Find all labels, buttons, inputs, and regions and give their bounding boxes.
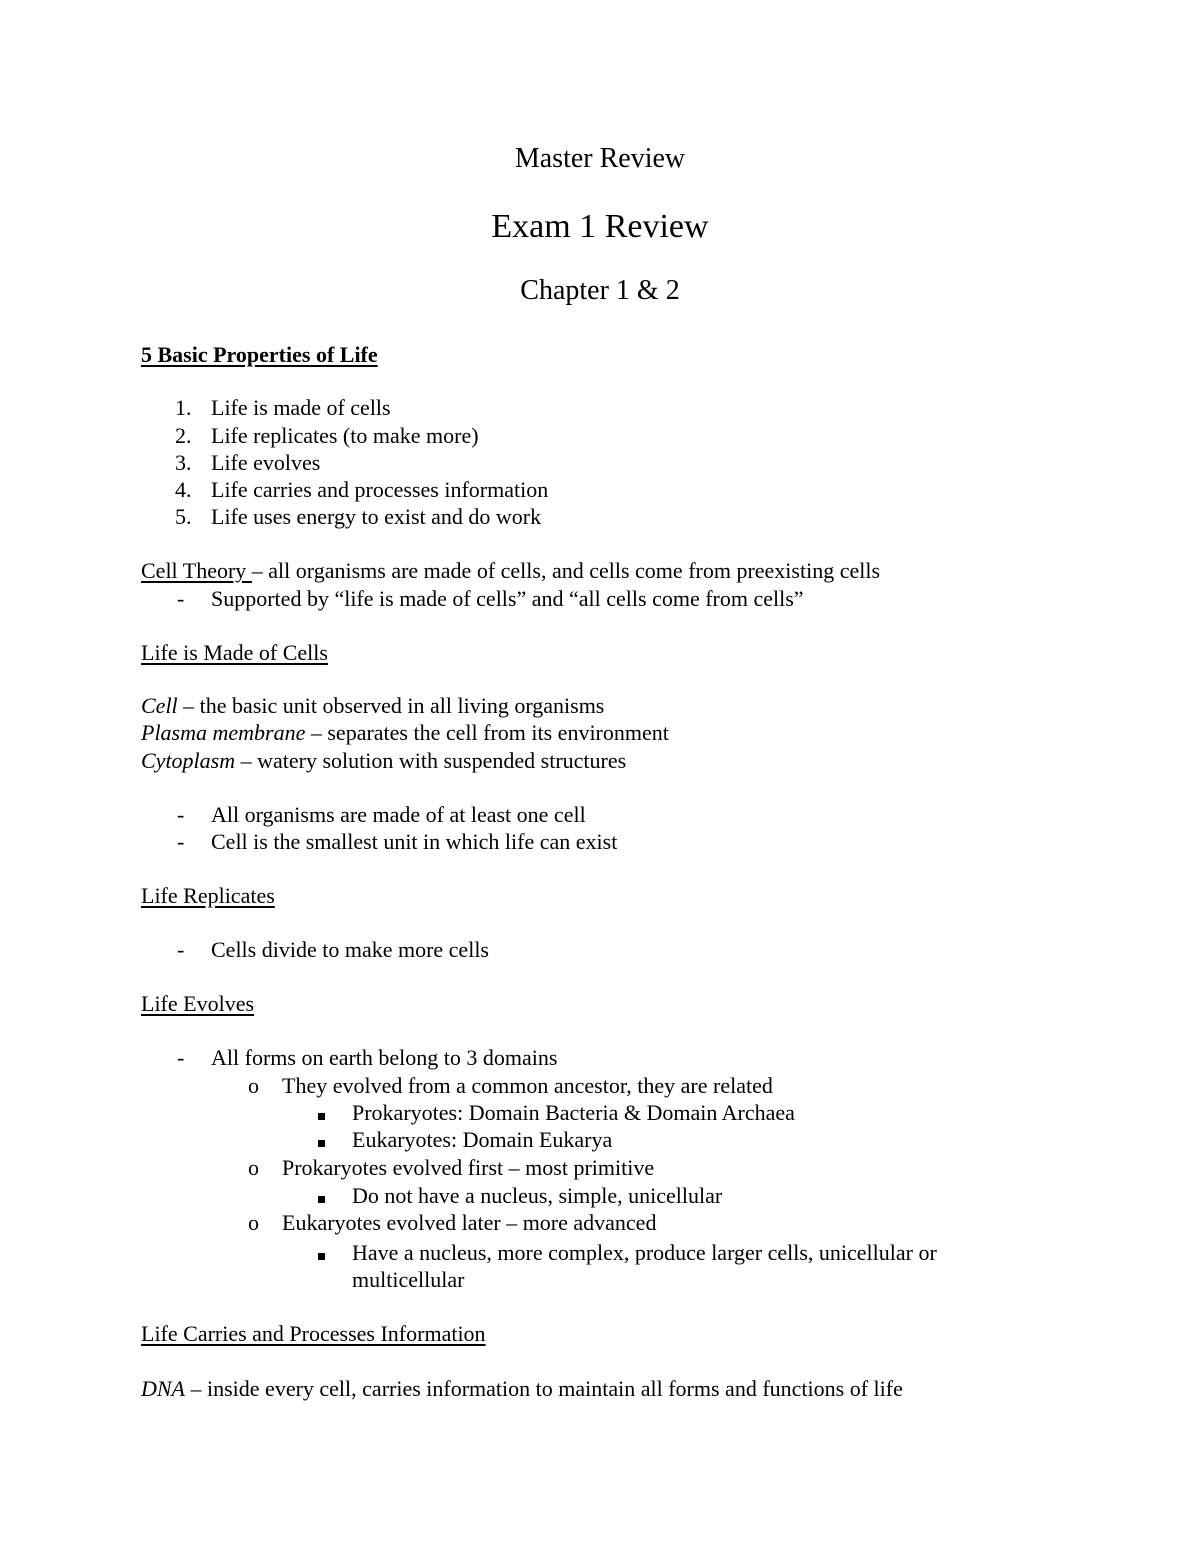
evolves-heading: Life Evolves xyxy=(141,991,255,1016)
cell-theory-definition: – all organisms are made of cells, and cells come from preexisting cells xyxy=(251,558,881,583)
chapter-title: Chapter 1 & 2 xyxy=(520,275,680,306)
list-item: Life carries and processes information xyxy=(211,477,549,502)
sub-sub-bullet-item: Do not have a nucleus, simple, unicellular xyxy=(352,1183,723,1208)
definition-term: Cell xyxy=(141,693,178,718)
list-item: Life is made of cells xyxy=(211,395,391,420)
square-bullet xyxy=(318,1126,325,1154)
sub-sub-bullet-item: Eukaryotes: Domain Eukarya xyxy=(352,1127,613,1152)
bullet-item: All forms on earth belong to 3 domains xyxy=(211,1045,558,1070)
list-item: Life evolves xyxy=(211,450,321,475)
cell-theory-line xyxy=(141,557,880,585)
information-heading: Life Carries and Processes Information xyxy=(141,1321,486,1346)
definition-text: – separates the cell from its environment xyxy=(305,720,669,745)
definition-text: – watery solution with suspended structures xyxy=(235,748,627,773)
square-bullet xyxy=(318,1182,325,1210)
definition-line xyxy=(141,747,626,775)
cell-theory-term: Cell Theory xyxy=(141,558,252,583)
replicates-heading: Life Replicates xyxy=(141,883,275,908)
square-bullet xyxy=(318,1239,325,1267)
sub-sub-bullet-item: Prokaryotes: Domain Bacteria & Domain Archaea xyxy=(352,1100,795,1125)
sub-bullet-item: Prokaryotes evolved first – most primitive xyxy=(282,1155,655,1180)
circle-bullet: o xyxy=(248,1073,259,1098)
dash-bullet: - xyxy=(177,802,185,827)
dash-bullet: - xyxy=(177,1045,185,1070)
dash-bullet: - xyxy=(177,586,185,611)
definition-text: – the basic unit observed in all living organisms xyxy=(177,693,605,718)
dash-bullet: - xyxy=(177,829,185,854)
list-number: 4. xyxy=(175,477,192,502)
list-number: 1. xyxy=(175,395,192,420)
list-item: Life replicates (to make more) xyxy=(211,423,479,448)
exam-title: Exam 1 Review xyxy=(491,208,709,245)
dash-bullet: - xyxy=(177,937,185,962)
made-of-cells-heading: Life is Made of Cells xyxy=(141,640,328,665)
bullet-item: Cell is the smallest unit in which life can exist xyxy=(211,829,618,854)
definition-term: Plasma membrane xyxy=(141,720,306,745)
cell-theory-bullet: Supported by “life is made of cells” and “all cells come from cells” xyxy=(211,586,804,611)
bullet-item: All organisms are made of at least one cell xyxy=(211,802,586,827)
definition-term: Cytoplasm xyxy=(141,748,236,773)
definition-line xyxy=(141,692,604,720)
definition-line xyxy=(141,719,669,747)
sub-sub-bullet-continuation: multicellular xyxy=(352,1267,465,1292)
dna-definition-line xyxy=(141,1375,903,1403)
list-number: 3. xyxy=(175,450,192,475)
dna-text: – inside every cell, carries information to maintain all forms and functions of life xyxy=(185,1376,903,1401)
circle-bullet: o xyxy=(248,1210,259,1235)
bullet-item: Cells divide to make more cells xyxy=(211,937,489,962)
list-number: 5. xyxy=(175,504,192,529)
properties-heading: 5 Basic Properties of Life xyxy=(141,342,378,367)
document-title: Master Review xyxy=(514,143,686,174)
list-item: Life uses energy to exist and do work xyxy=(211,504,542,529)
circle-bullet: o xyxy=(248,1155,259,1180)
list-number: 2. xyxy=(175,423,192,448)
square-bullet xyxy=(318,1099,325,1127)
sub-bullet-item: Eukaryotes evolved later – more advanced xyxy=(282,1210,657,1235)
sub-sub-bullet-item: Have a nucleus, more complex, produce larger cells, unicellular or xyxy=(352,1240,937,1265)
dna-term: DNA xyxy=(141,1376,185,1401)
sub-bullet-item: They evolved from a common ancestor, they are related xyxy=(282,1073,773,1098)
